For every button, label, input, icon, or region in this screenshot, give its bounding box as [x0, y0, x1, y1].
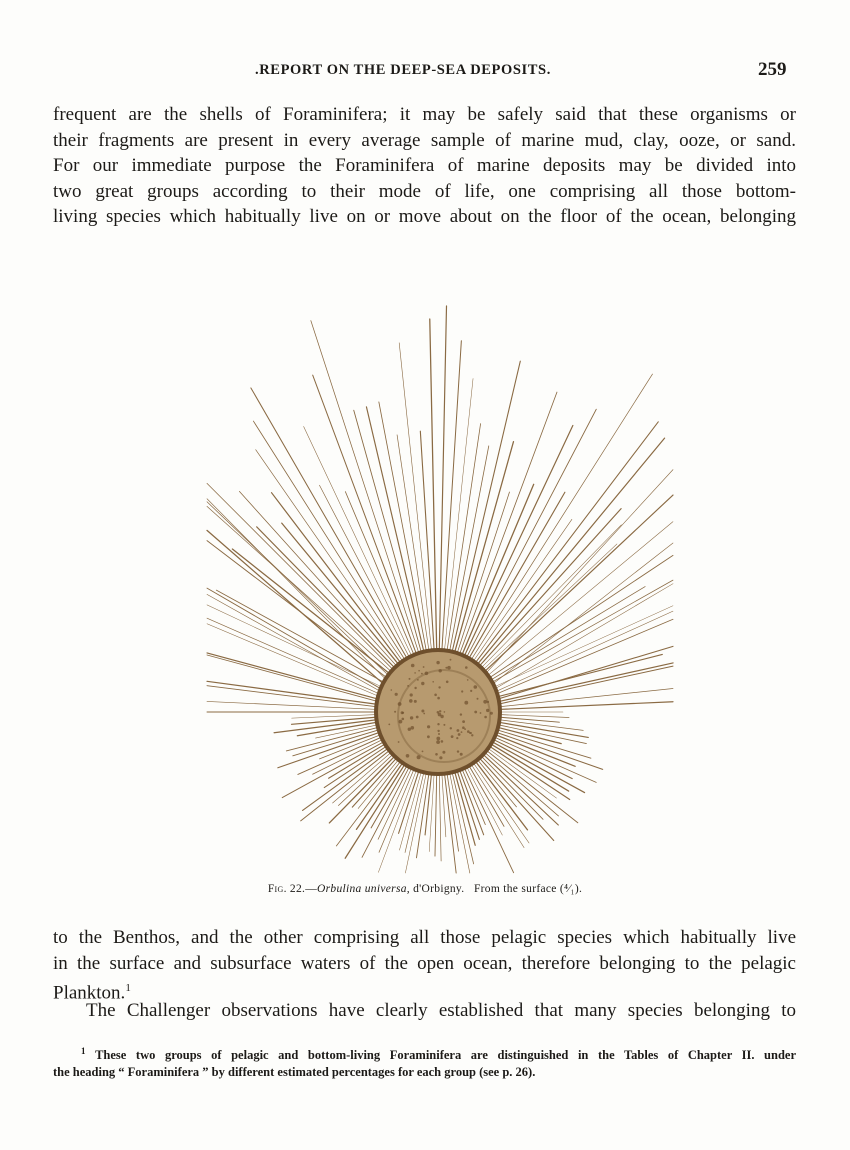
spine-line	[358, 757, 401, 809]
spine-line	[439, 770, 441, 861]
text-line: frequent are the shells of Foraminifera; it may be safely said that these organisms or	[53, 104, 796, 125]
shell-pore	[421, 710, 424, 713]
spine-line	[479, 525, 622, 671]
spine-line	[444, 378, 473, 654]
spine-line	[496, 702, 673, 710]
spine-line	[282, 740, 387, 798]
plankton-text: Plankton.	[53, 982, 126, 1004]
spine-line	[345, 492, 415, 659]
spine-line	[256, 450, 405, 665]
footnote-line: the heading “ Foraminifera ” by different estimated percentages for each group (see p. 26).	[53, 1065, 536, 1080]
shell-pore	[464, 728, 466, 730]
spine-line	[491, 606, 673, 689]
shell-pore	[440, 715, 443, 718]
paragraph-middle	[53, 925, 796, 1006]
spine-line	[482, 495, 673, 674]
shell-pore	[401, 711, 404, 714]
shell-pore	[490, 712, 493, 715]
shell-pore	[438, 733, 440, 735]
shell-pore	[432, 681, 434, 683]
paragraph-bottom	[53, 998, 796, 1024]
text-line: their fragments are present in every average sample of marine mud, clay, ooze, or sand.	[53, 129, 796, 151]
shell-pore	[398, 702, 402, 706]
spine-line	[435, 770, 437, 856]
shell-pore	[460, 713, 462, 715]
shell-pore	[399, 720, 403, 724]
shell-pore	[474, 711, 477, 714]
shell-pore	[402, 718, 405, 721]
shell-pore	[437, 697, 440, 700]
shell-pore	[414, 672, 416, 674]
shell-pore	[477, 698, 479, 700]
shell-pore	[388, 724, 390, 726]
shell-pore	[437, 711, 440, 714]
shell-pore	[462, 726, 465, 729]
spine-line	[463, 425, 573, 659]
shell-pore	[443, 724, 445, 726]
spine-line	[207, 655, 381, 702]
spine-line	[207, 483, 396, 672]
shell-pore	[451, 735, 454, 738]
spine-line	[495, 663, 673, 702]
spine-line	[454, 768, 476, 845]
shell-pore	[439, 756, 442, 759]
shell-pore	[457, 729, 460, 732]
footnote-line	[53, 1043, 796, 1064]
shell-pore	[439, 669, 442, 672]
shell-pore	[416, 716, 419, 719]
shell-pore	[445, 667, 447, 669]
shell-pore	[436, 661, 439, 664]
spine-line	[379, 765, 416, 852]
spine-line	[482, 750, 559, 816]
spine-line	[366, 407, 424, 656]
spines-group	[207, 306, 673, 873]
shell-pore	[394, 711, 396, 713]
orbulina-drawing	[205, 245, 675, 875]
shell-pore	[418, 670, 420, 672]
spine-line	[451, 768, 473, 863]
shell-pore	[483, 700, 487, 704]
spine-line	[469, 374, 652, 663]
shell-pore	[406, 754, 410, 758]
shell-pore	[464, 701, 468, 705]
shell-pore	[423, 666, 425, 668]
shell-pore	[436, 740, 440, 744]
spine-line	[399, 767, 421, 833]
shell-pore	[462, 720, 465, 723]
shell-pore	[487, 701, 489, 703]
spine-line	[494, 654, 662, 697]
shell-pore	[470, 690, 472, 692]
figure-label: Fig. 22.—	[267, 883, 318, 895]
footnote-reference[interactable]: 1	[125, 982, 131, 994]
spine-line	[354, 410, 423, 656]
shell-pore	[446, 681, 449, 684]
shell-pore	[395, 693, 398, 696]
shell-pore	[456, 737, 458, 739]
shell-pore	[411, 664, 415, 668]
shell-pore	[407, 685, 409, 687]
spine-line	[405, 768, 425, 852]
spine-line	[486, 555, 673, 680]
shell-pore	[437, 730, 439, 732]
spine-line	[479, 753, 543, 819]
shell-pore	[480, 712, 482, 714]
shell-pore	[438, 686, 440, 688]
shell-pore	[437, 723, 439, 725]
spine-line	[311, 321, 420, 657]
running-title: .REPORT ON THE DEEP-SEA DEPOSITS.	[255, 62, 551, 78]
text-line: living species which habitually live on or move about on the floor of the ocean, belonging	[53, 206, 796, 227]
spine-line	[207, 594, 383, 693]
text-line: in the surface and subsurface waters of the open ocean, therefore belonging to the pelagic	[53, 952, 796, 974]
text-line: to the Benthos, and the other comprising all those pelagic species which habitually live	[53, 927, 796, 948]
shell-pore	[417, 679, 419, 681]
spine-line	[324, 744, 389, 787]
spine-line	[378, 764, 413, 839]
shell-pore	[474, 685, 478, 689]
figure-magnification: ⁴⁄₁	[563, 883, 575, 895]
shell-pore	[417, 755, 421, 759]
shell-pore	[434, 694, 437, 697]
shell-pore	[460, 753, 463, 756]
spine-line	[304, 426, 414, 659]
shell-pore	[408, 728, 411, 731]
text-line: For our immediate purpose the Foraminifera of marine deposits may be divided into	[53, 155, 796, 176]
shell-pore	[450, 659, 452, 661]
shell-pore	[436, 737, 440, 741]
shell-pore	[421, 673, 423, 675]
species-authority: d'Orbigny.	[409, 883, 465, 895]
footnote	[53, 1043, 796, 1081]
shell-pore	[423, 713, 425, 715]
shell-pore	[410, 693, 413, 696]
shell-pore	[391, 689, 393, 691]
shell-pore	[439, 710, 441, 712]
shell-pore	[444, 711, 446, 713]
shell-pore	[461, 731, 463, 733]
text-line: The Challenger observations have clearly established that many species belonging to	[86, 1000, 796, 1021]
shell-pore	[427, 735, 430, 738]
shell-pore	[422, 751, 424, 753]
spine-line	[429, 770, 434, 852]
shell-pore	[427, 725, 430, 728]
text-line: two great groups according to their mode of life, one comprising all those bottom-	[53, 180, 796, 202]
spine-line	[465, 409, 596, 660]
shell-pore	[486, 709, 489, 712]
spine-line	[207, 624, 382, 698]
footnote-text-1: These two groups of pelagic and bottom-living Foraminifera are distinguished in the Tables of Chapter II. under	[95, 1048, 796, 1063]
spine-line	[483, 470, 673, 676]
spine-line	[475, 438, 665, 667]
spine-line	[495, 724, 587, 743]
shell-pore	[442, 751, 445, 754]
figure-orbulina-illustration	[205, 245, 675, 875]
shell-pore	[398, 741, 400, 743]
shell-pore	[484, 716, 487, 719]
shell-pore	[441, 740, 444, 743]
spine-line	[449, 769, 470, 873]
spine-line	[483, 748, 577, 823]
spine-line	[480, 752, 558, 825]
spine-line	[207, 686, 380, 707]
spine-line	[207, 541, 390, 680]
spine-line	[207, 701, 380, 709]
shell-pore	[425, 672, 429, 676]
shell-pore	[465, 666, 468, 669]
spine-line	[329, 753, 397, 823]
shell-pore	[461, 690, 463, 692]
shell-pore	[467, 679, 469, 681]
footnote-mark: 1	[81, 1046, 86, 1056]
species-name: Orbulina universa,	[317, 883, 410, 895]
shell-pore	[435, 753, 438, 756]
shell-pore	[469, 732, 471, 734]
spine-line	[319, 485, 411, 660]
spine-line	[207, 618, 382, 695]
spine-line	[493, 611, 673, 693]
paragraph-top	[53, 102, 796, 230]
figure-source: From the surface (	[473, 883, 564, 895]
shell-pore	[421, 682, 424, 685]
shell-pore	[450, 727, 452, 729]
shell-pore	[458, 733, 461, 736]
shell-pore	[457, 750, 459, 752]
shell-pore	[414, 687, 416, 689]
spine-line	[496, 717, 560, 722]
spine-line	[301, 748, 393, 821]
page-number: 259	[758, 59, 787, 80]
shell-pore	[410, 716, 413, 719]
shell-pore	[409, 678, 411, 680]
spine-line	[496, 714, 569, 717]
shell-pore	[411, 726, 415, 730]
shell-pore	[409, 699, 413, 703]
figure-source-end: ).	[574, 883, 583, 895]
spine-line	[397, 435, 429, 655]
shell-pore	[471, 734, 473, 736]
shell-pore	[447, 666, 451, 670]
shell-pore	[414, 700, 417, 703]
spine-line	[496, 666, 673, 705]
figure-caption	[0, 883, 850, 895]
spine-line	[490, 543, 673, 686]
